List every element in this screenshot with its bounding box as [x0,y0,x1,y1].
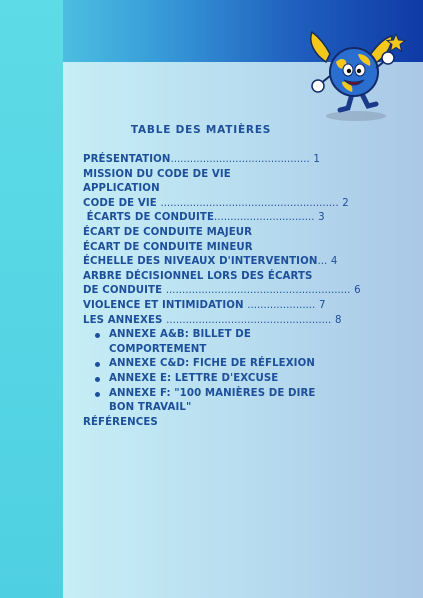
toc-entry-ecarts[interactable]: ÉCARTS DE CONDUITE............................... 3 [83,212,325,224]
toc-entry-code-de-vie[interactable]: CODE DE VIE ....................................................... 2 [83,197,349,209]
table-of-contents [83,153,361,430]
annex-item[interactable]: ANNEXE F: "100 MANIÈRES DE DIRE BON TRAVAIL" [83,387,323,416]
toc-entry-presentation[interactable]: PRÉSENTATION........................................... 1 [83,154,320,165]
smiling-globe-mascot-icon [296,24,408,124]
toc-entry-arbre[interactable]: ARBRE DÉCISIONNEL LORS DES ÉCARTS [83,270,313,282]
toc-entry-annexes[interactable]: LES ANNEXES ................................................... 8 [83,314,342,326]
annex-item[interactable]: ANNEXE E: LETTRE D'EXCUSE [83,372,323,387]
annex-item[interactable]: ANNEXE A&B: BILLET DE COMPORTEMENT [83,328,323,357]
toc-entry-echelle[interactable]: ÉCHELLE DES NIVEAUX D'INTERVENTION... 4 [83,256,338,268]
annex-list [83,328,323,416]
left-band [0,0,63,598]
toc-entry-ecart-majeur[interactable]: ÉCART DE CONDUITE MAJEUR [83,226,253,238]
toc-entry-mission[interactable]: MISSION DU CODE DE VIE [83,168,231,180]
toc-entry-violence[interactable]: VIOLENCE ET INTIMIDATION ..................... 7 [83,299,326,311]
annex-item[interactable]: ANNEXE C&D: FICHE DE RÉFLEXION [83,357,323,372]
toc-entry-references[interactable]: RÉFÉRENCES [83,416,158,428]
toc-title: TABLE DES MATIÈRES [130,124,272,136]
toc-entry-ecart-mineur[interactable]: ÉCART DE CONDUITE MINEUR [83,241,253,253]
toc-entry-de-conduite[interactable]: DE CONDUITE ......................................................... 6 [83,285,361,297]
toc-entry-application[interactable]: APPLICATION [83,183,160,195]
